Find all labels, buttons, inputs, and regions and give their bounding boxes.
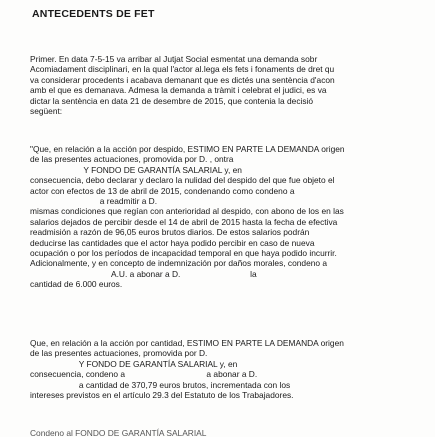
text-line: mismas condiciones que regían con anterioridad al despido, con abono de los en las (30, 206, 344, 217)
text-line: readmisión a razón de 96,05 euros brutos diarios. De estos salarios podrán (30, 227, 310, 238)
text-line: A.U. a abonar a D. la (30, 268, 257, 279)
text-line: intereses previstos en el artículo 29.3 del Estatuto de los Trabajadores. (30, 390, 294, 401)
paragraph-fogasa-cut (30, 428, 430, 437)
text-line: va considerar procedents i acabava demanant que es dictés una sentència d'acon (30, 74, 335, 85)
text-line: cantidad de 6.000 euros. (30, 279, 123, 290)
text-line: ocupación o por los períodos de incapacidad temporal en que haya podido incurrir. (30, 248, 337, 259)
text-line: dictar la sentència en data 21 de desembre de 2015, que contenia la decisió (30, 95, 314, 106)
text-line: amb el que es demanava. Admesa la demanda a tràmit i celebrat el judici, es va (30, 85, 327, 96)
text-line: a cantidad de 370,79 euros brutos, incrementada con los (30, 379, 291, 390)
paragraph-first-antecedent (30, 54, 430, 116)
text-line: Adicionalmente, y en concepto de indemnización por daños morales, condeno a (30, 258, 328, 269)
text-line: deducirse las cantidades que el actor haya podido percibir en caso de nueva (30, 237, 315, 248)
text-line: consecuencia, condeno a a abonar a D. (30, 369, 258, 380)
text-line: Condeno al FONDO DE GARANTÍA SALARIAL (30, 428, 207, 437)
text-line: de las presentes actuaciones, promovida por D. , ontra (30, 154, 234, 165)
text-line: Y FONDO DE GARANTÍA SALARIAL y, en (30, 164, 242, 175)
text-line: "Que, en relación a la acción por despido, ESTIMO EN PARTE LA DEMANDA origen (30, 144, 345, 154)
text-line: següent: (30, 106, 63, 117)
text-line: Primer. En data 7-5-15 va arribar al Jutjat Social esmentat una demanda sobr (30, 54, 318, 64)
text-line: Acomiadament disciplinari, en la qual l'actor al.lega els fets i fonaments de dret qu (30, 64, 335, 75)
text-line: Y FONDO DE GARANTÍA SALARIAL y, en (30, 358, 238, 369)
section-heading: ANTECEDENTS DE FET (32, 8, 155, 20)
text-line: de las presentes actuaciones, promovida por D. (30, 348, 208, 359)
text-line: consecuencia, debo declarar y declaro la nulidad del despido del que fue objeto el (30, 175, 335, 186)
text-line: Que, en relación a la acción por cantidad, ESTIMO EN PARTE LA DEMANDA origen (30, 338, 344, 348)
text-line: salarios dejados de percibir desde el 14 de abril de 2015 hasta la fecha de efectiva (30, 216, 338, 227)
paragraph-dismissal-ruling (30, 144, 430, 290)
text-line: a readmitir a D. (30, 196, 158, 207)
text-line: actor con efectos de 13 de abril de 2015, condenando como condeno a (30, 185, 295, 196)
paragraph-amount-ruling (30, 338, 430, 400)
